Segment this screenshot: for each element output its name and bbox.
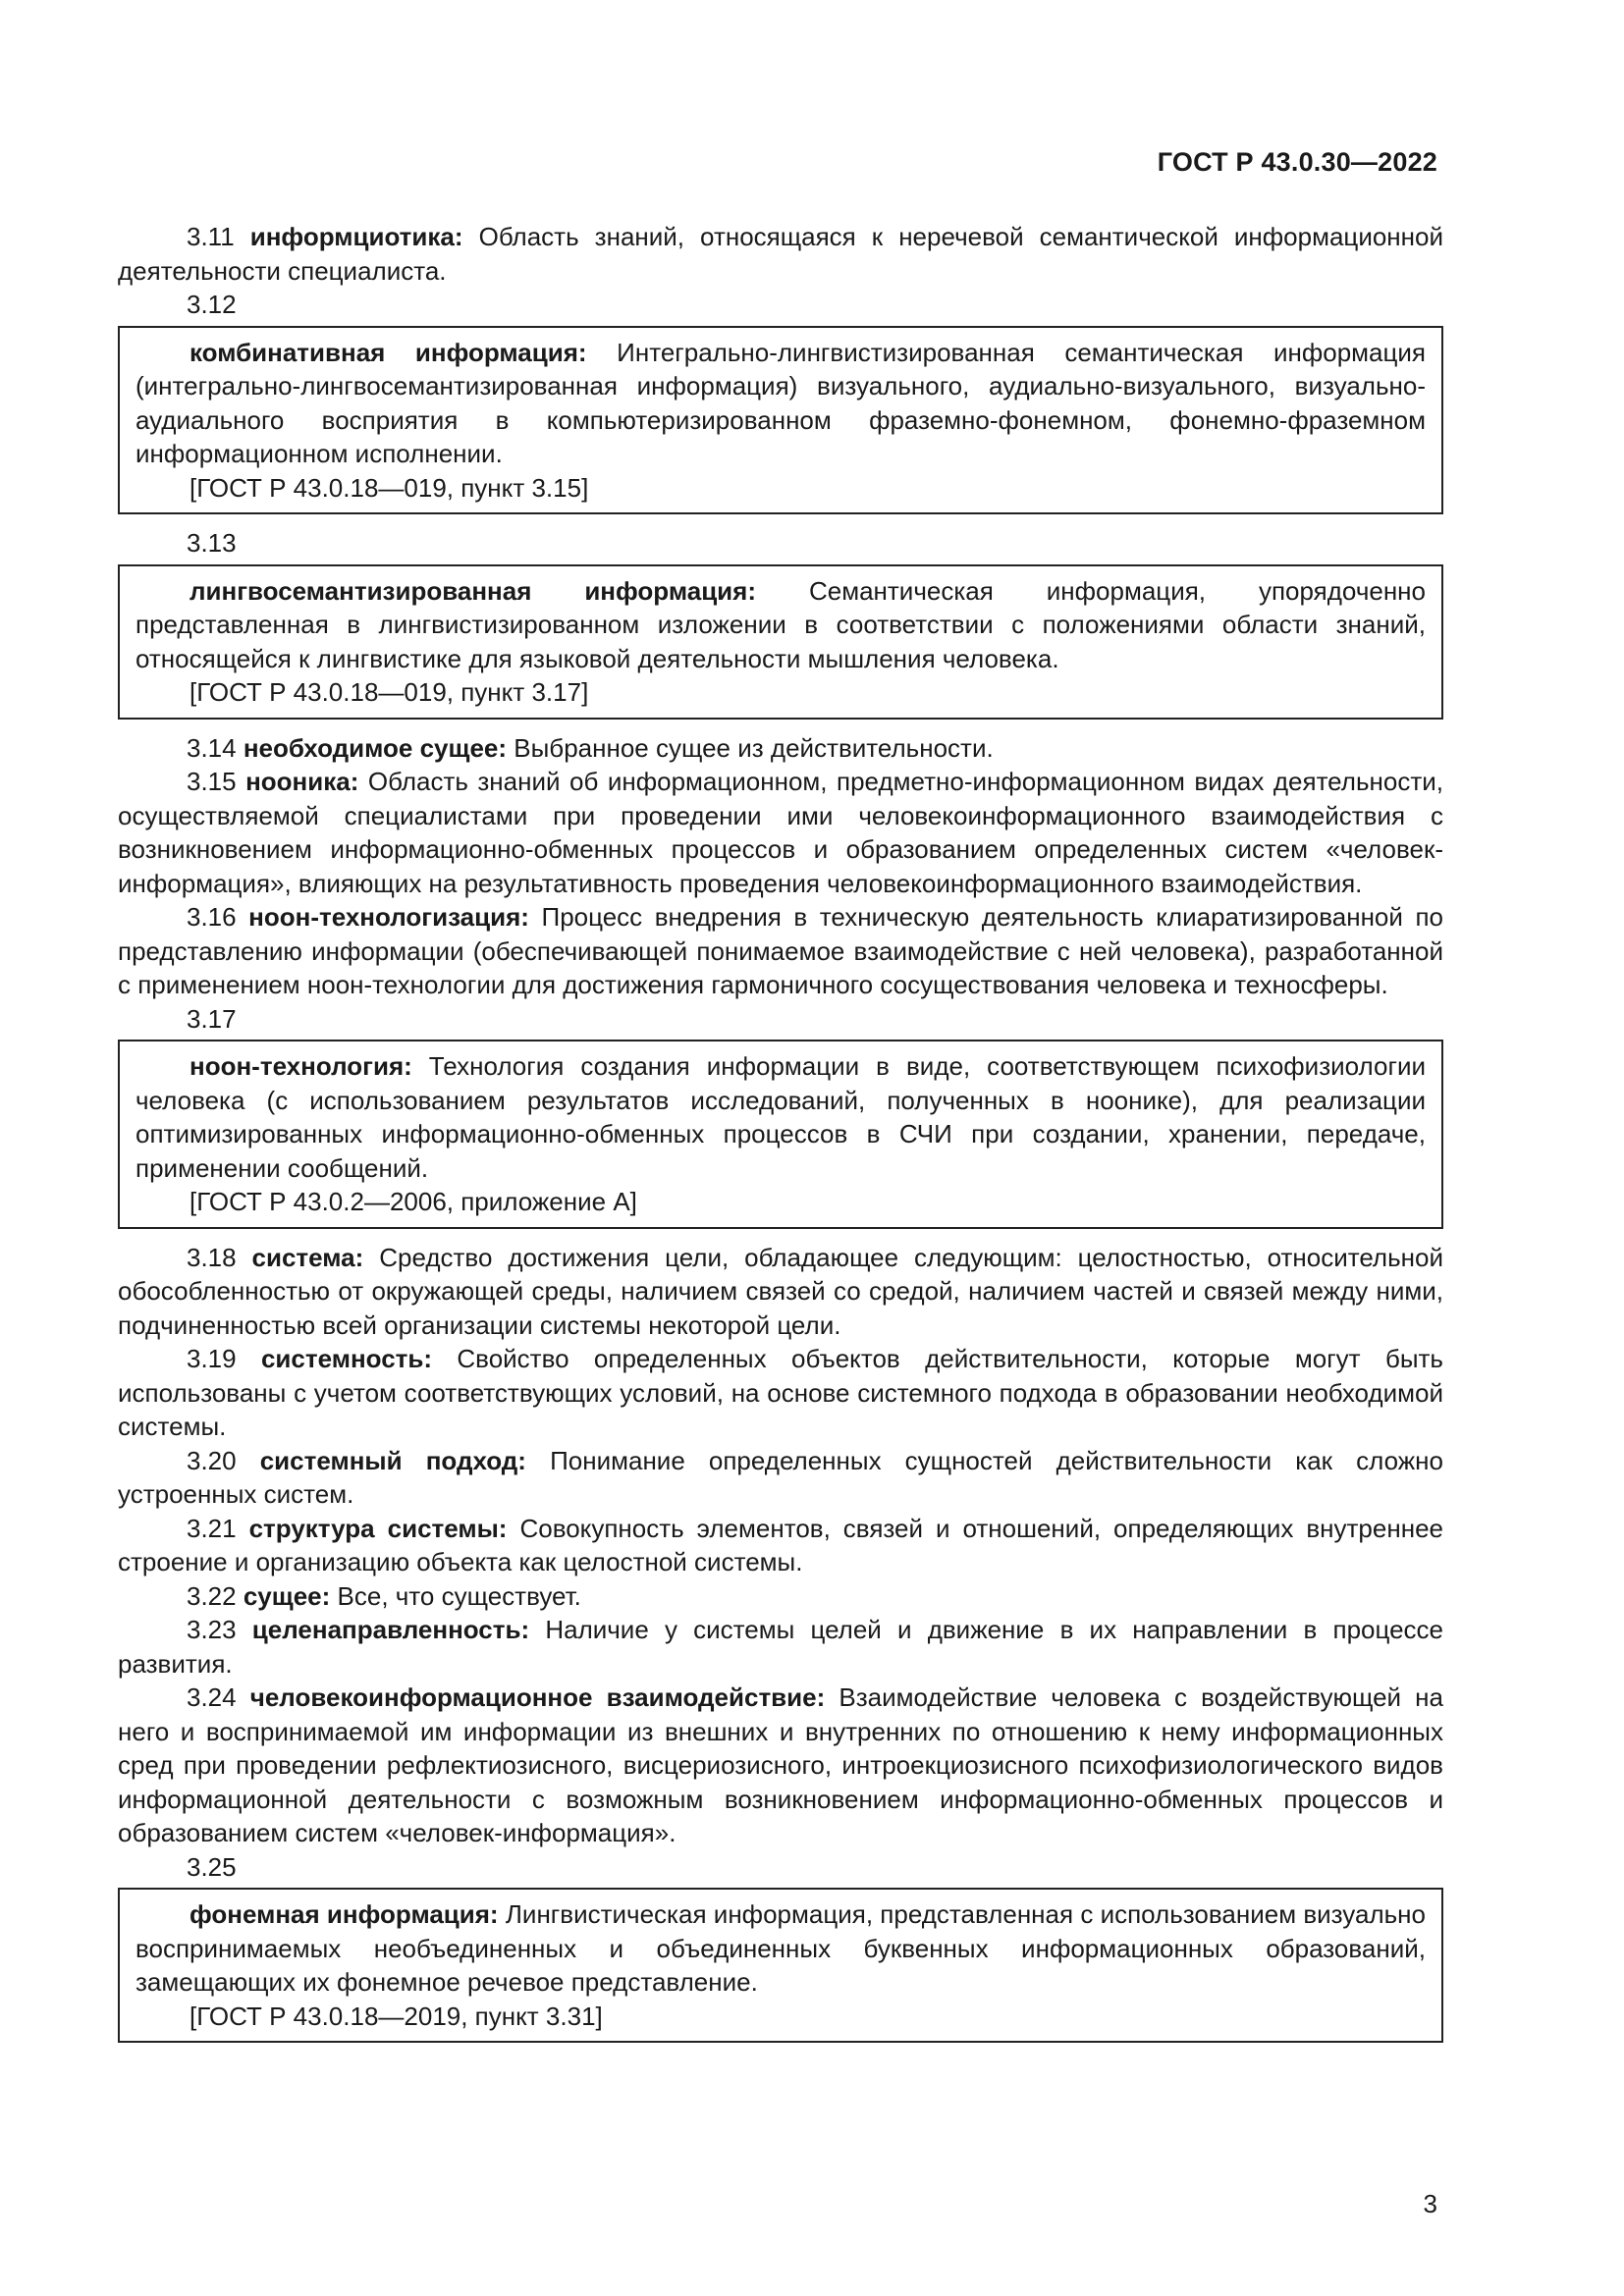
term-name: сущее: (243, 1580, 331, 1611)
term-definition: Совокупность элементов, связей и отношений, определяющих внутреннее строение и организацию объекта как целостной системы. (118, 1513, 1443, 1576)
term-name: структура системы: (248, 1513, 508, 1543)
term-name: лингвосемантизированная информация: (189, 575, 756, 606)
source-reference: [ГОСТ Р 43.0.2—2006, приложение А] (189, 1187, 637, 1216)
term-entry (118, 1444, 1443, 1512)
term-entry (135, 1897, 1426, 2000)
term-name: целенаправленность: (251, 1615, 530, 1644)
term-entry (135, 1049, 1426, 1185)
source-reference: [ГОСТ Р 43.0.18—019, пункт 3.15] (189, 472, 589, 503)
term-entry (135, 336, 1426, 471)
term-number: 3.24 (187, 1682, 237, 1712)
term-entry (118, 1681, 1443, 1850)
quoted-term-box (118, 326, 1443, 515)
term-number: 3.15 (187, 767, 237, 796)
term-entry (118, 765, 1443, 900)
term-name: фонемная информация: (189, 1899, 499, 1929)
term-number: 3.17 (187, 1003, 237, 1034)
term-definition: Наличие у системы целей и движение в их направлении в процессе развития. (118, 1615, 1444, 1679)
page-number: 3 (1423, 2189, 1437, 2218)
term-number: 3.21 (187, 1513, 237, 1543)
document-code: ГОСТ Р 43.0.30—2022 (1157, 147, 1437, 177)
term-name: комбинативная информация: (189, 337, 587, 367)
term-entry (118, 731, 1443, 766)
term-name: необходимое сущее: (243, 732, 508, 763)
term-entry (135, 574, 1426, 676)
term-definition: Лингвистическая информация, представленная с использованием визуально воспринимаемых необъединенных и объединенных буквенных информационных образований, замещающих их фонемное речевое представление. (135, 1899, 1426, 1997)
term-definition: Взаимодействие человека с воздействующей на него и воспринимаемой им информации из внешних и внутренних по отношению к нему информационных сред при проведении рефлектиозисного, висцериозисного, интроекциозисного психофизиологического видов информационной деятельности с возможным возникновением информационно-обменных процессов и образованием систем «человек-информация». (118, 1682, 1443, 1847)
term-name: система: (251, 1242, 364, 1272)
term-number: 3.20 (187, 1445, 237, 1475)
term-entry (118, 220, 1443, 288)
quoted-term-box (118, 564, 1443, 720)
term-definition: Средство достижения цели, обладающее следующим: целостностью, относительной обособленностью от окружающей среды, наличием связей со средой, наличием частей и связей между ними, подчиненностью всей организации системы некоторой цели. (118, 1242, 1443, 1340)
term-entry (118, 1241, 1443, 1343)
term-definition: Свойство определенных объектов действительности, которые могут быть использованы с учетом соответствующих условий, на основе системного подхода в образовании необходимой системы. (118, 1344, 1443, 1441)
quoted-term-box (118, 1888, 1443, 2043)
term-entry (118, 1579, 1443, 1614)
term-name: информциотика: (249, 222, 463, 251)
term-number: 3.14 (187, 732, 237, 763)
source-reference: [ГОСТ Р 43.0.18—2019, пункт 3.31] (189, 2001, 603, 2031)
term-definition: Область знаний, относящаяся к неречевой семантической информационной деятельности специалиста. (118, 222, 1443, 286)
term-definition: Все, что существует. (337, 1580, 581, 1611)
term-name: ноон-технологизация: (248, 902, 529, 932)
term-number: 3.22 (187, 1580, 237, 1611)
term-entry (118, 1512, 1443, 1579)
term-number: 3.13 (187, 528, 237, 558)
term-definition: Семантическая информация, упорядоченно представленная в лингвистизированном изложении в соответствии с положениями области знаний, относящейся к лингвистике для языковой деятельности мышления человека. (135, 575, 1427, 673)
term-entry (118, 900, 1443, 1002)
term-name: ноон-технология: (189, 1051, 412, 1081)
term-entry (118, 1342, 1443, 1444)
term-definition: Область знаний об информационном, предметно-информационном видах деятельности, осуществляемой специалистами при проведении ими человекоинформационного взаимодействия с возникновением информационно-обменных процессов и образованием определенных систем «человек-информация», влияющих на результативность проведения человекоинформационного взаимодействия. (118, 767, 1443, 898)
term-definition: Интегрально-лингвистизированная семантическая информация (интегрально-лингвосемантизированная информация) визуального, аудиально-визуального, визуально-аудиального восприятия в компьютеризированном фраземно-фонемном, фонемно-фраземном информационном исполнении. (135, 337, 1427, 468)
term-definition: Выбранное сущее из действительности. (514, 732, 994, 763)
term-name: системность: (260, 1344, 433, 1373)
term-definition: Технология создания информации в виде, соответствующем психофизиологии человека (с использованием результатов исследований, полученных в ноонике), для реализации оптимизированных информационно-обменных процессов в СЧИ при создании, хранении, передаче, применении сообщений. (135, 1051, 1426, 1183)
term-number: 3.18 (187, 1242, 237, 1272)
term-name: системный подход: (259, 1445, 526, 1475)
term-number: 3.19 (187, 1344, 237, 1373)
quoted-term-box (118, 1040, 1443, 1229)
term-number: 3.11 (187, 222, 235, 251)
terms-section (118, 220, 1443, 2055)
term-number: 3.25 (187, 1851, 237, 1882)
term-number: 3.23 (187, 1615, 237, 1644)
term-definition: Процесс внедрения в техническую деятельность клиаратизированной по представлению информации (обеспечивающей понимаемое взаимодействие с ней человека), разработанной с применением ноон-технологии для достижения гармоничного сосуществования человека и техносферы. (118, 902, 1443, 999)
source-reference: [ГОСТ Р 43.0.18—019, пункт 3.17] (189, 677, 589, 707)
term-number: 3.16 (187, 902, 237, 932)
term-number: 3.12 (187, 290, 237, 319)
term-name: нооника: (245, 767, 359, 796)
term-definition: Понимание определенных сущностей действительности как сложно устроенных систем. (118, 1445, 1443, 1509)
term-entry (118, 1613, 1443, 1681)
term-name: человекоинформационное взаимодействие: (249, 1682, 826, 1712)
